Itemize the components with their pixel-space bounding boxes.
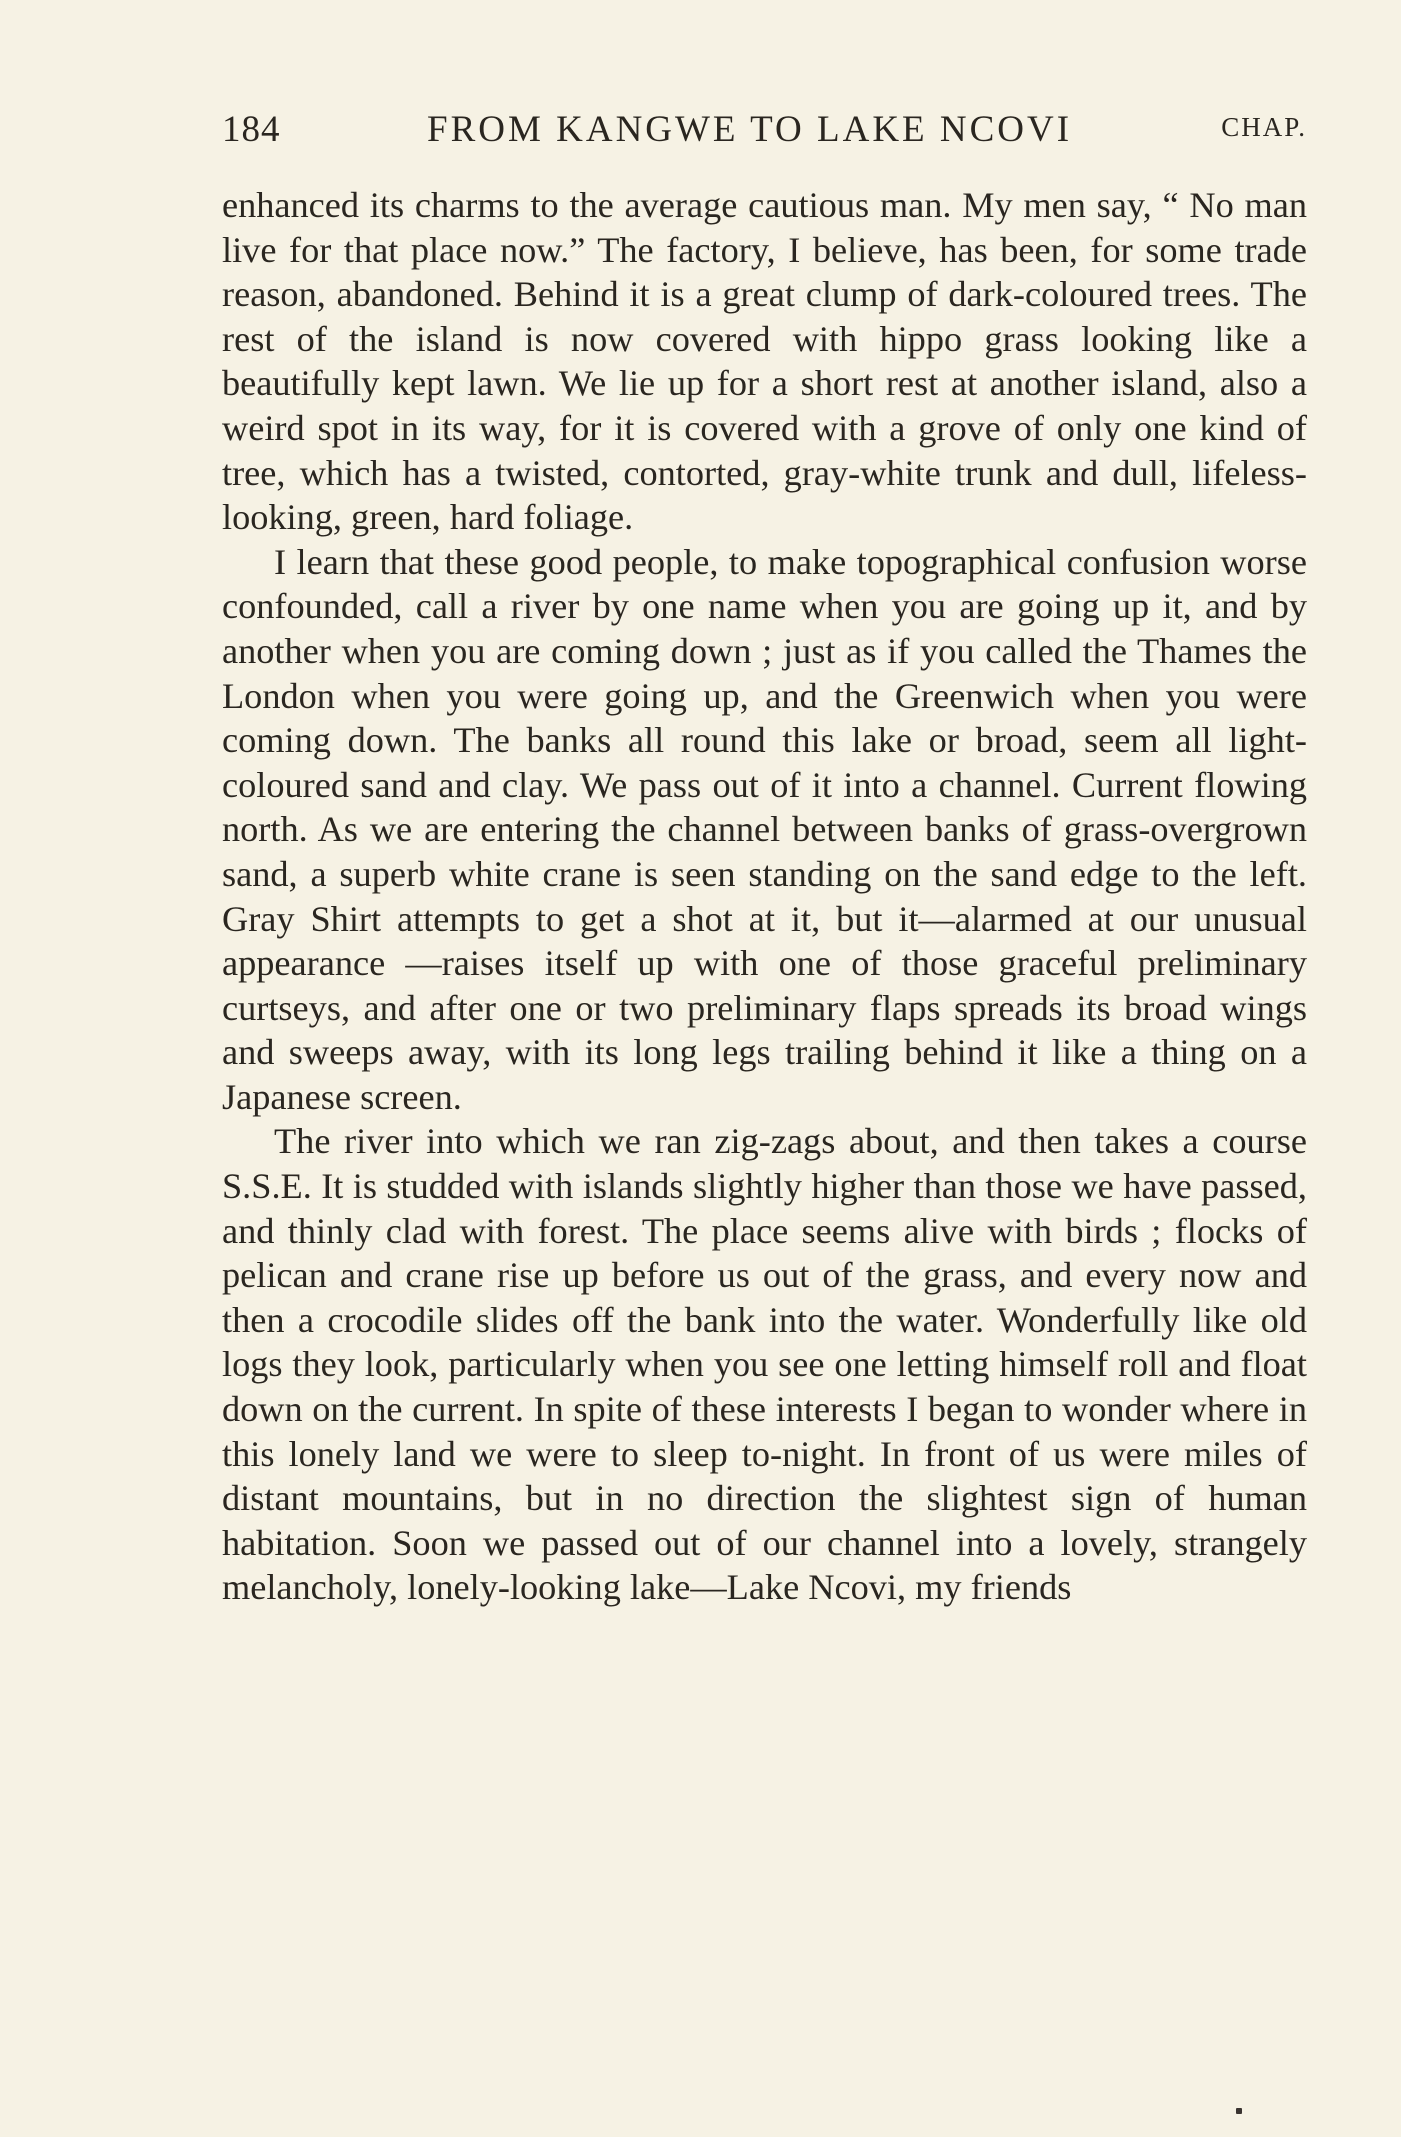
- paragraph-continued: enhanced its charms to the average cautious man. My men say, “ No man live for that place now.” The factory, I believe, has been, for some trade reason, abandoned. Behind it is a great clump of dark-coloured trees. The rest of the island is now covered with hippo grass looking like a beautifully kept lawn. We lie up for a short rest at another island, also a weird spot in its way, for it is covered with a grove of only one kind of tree, which has a twisted, contorted, gray-white trunk and dull, lifeless-looking, green, hard foliage.: [222, 185, 1307, 538]
- chapter-mark: CHAP.: [1221, 112, 1307, 142]
- running-title: FROM KANGWE TO LAKE NCOVI: [427, 109, 1073, 150]
- body-text: [222, 183, 1307, 1610]
- paragraph-lake-ncovi: The river into which we ran zig-zags about, and then takes a course S.S.E. It is studded with islands slightly higher than those we have passed, and thinly clad with forest. The place seems alive with birds ; flocks of pelican and crane rise up before us out of the grass, and every now and then a crocodile slides off the bank into the water. Wonderfully like old logs they look, particularly when you see one letting himself roll and float down on the current. In spite of these interests I began to wonder where in this lonely land we were to sleep to-night. In front of us were miles of distant mountains, but in no direction the slightest sign of human habitation. Soon we passed out of our channel into a lovely, strangely melancholy, lonely-looking lake—Lake Ncovi, my friends: [222, 1121, 1307, 1608]
- print-speck: [1236, 2108, 1242, 2114]
- running-header: [222, 108, 1307, 160]
- paragraph-river-names: I learn that these good people, to make topographical confusion worse confounded, call a river by one name when you are going up it, and by another when you are coming down ; just as if you called the Thames the London when you were going up, and the Greenwich when you were coming down. The banks all round this lake or broad, seem all light-coloured sand and clay. We pass out of it into a channel. Current flowing north. As we are entering the channel between banks of grass-overgrown sand, a superb white crane is seen standing on the sand edge to the left. Gray Shirt attempts to get a shot at it, but it—alarmed at our unusual appearance —raises itself up with one of those graceful preliminary curtseys, and after one or two preliminary flaps spreads its broad wings and sweeps away, with its long legs trailing behind it like a thing on a Japanese screen.: [222, 541, 1307, 1117]
- page-number: 184: [222, 109, 281, 150]
